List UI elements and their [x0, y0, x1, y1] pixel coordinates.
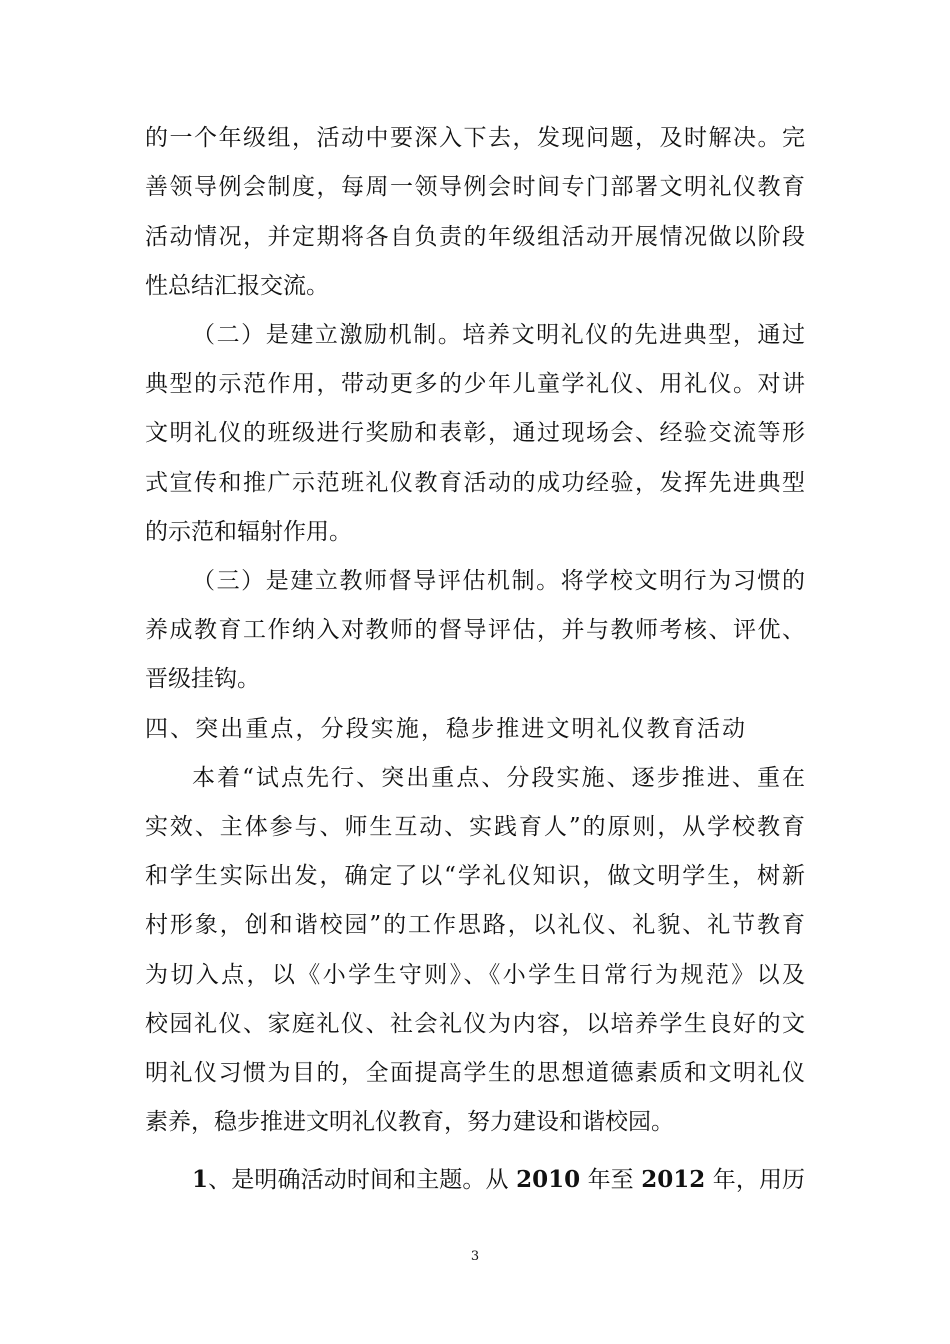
text-line: 性总结汇报交流。: [145, 273, 329, 299]
text-line: 的一个年级组，活动中要深入下去，发现问题，及时解决。完: [145, 125, 805, 151]
text-line: （二）是建立激励机制。培养文明礼仪的先进典型，通过: [192, 322, 805, 348]
item-number: 1: [192, 1166, 209, 1193]
text-line: 典型的示范作用，带动更多的少年儿童学礼仪、用礼仪。对讲: [145, 371, 805, 397]
text-line: 善领导例会制度，每周一领导例会时间专门部署文明礼仪教育: [145, 174, 805, 200]
text-line: 明礼仪习惯为目的，全面提高学生的思想道德素质和文明礼仪: [145, 1060, 805, 1086]
text-line: 式宣传和推广示范班礼仪教育活动的成功经验，发挥先进典型: [145, 470, 805, 496]
section-heading: 四、突出重点，分段实施，稳步推进文明礼仪教育活动: [145, 716, 745, 742]
text-line: 素养，稳步推进文明礼仪教育，努力建设和谐校园。: [145, 1109, 674, 1135]
text-line: （三）是建立教师督导评估机制。将学校文明行为习惯的: [192, 568, 805, 594]
text-line: 活动情况，并定期将各自负责的年级组活动开展情况做以阶段: [145, 224, 805, 250]
text-line: 实效、主体参与、师生互动、实践育人”的原则，从学校教育: [145, 814, 805, 840]
text-segment: 、是明确活动时间和主题。从: [208, 1167, 509, 1193]
text-line: 晋级挂钩。: [145, 666, 260, 692]
year-end: 2012: [641, 1166, 706, 1193]
text-line: 本着“试点先行、突出重点、分段实施、逐步推进、重在: [192, 765, 805, 791]
page-number: 3: [470, 1249, 480, 1264]
year-start: 2010: [516, 1166, 581, 1193]
text-line: 养成教育工作纳入对教师的督导评估，并与教师考核、评优、: [145, 617, 805, 643]
text-line: 村形象，创和谐校园”的工作思路，以礼仪、礼貌、礼节教育: [145, 912, 805, 938]
text-line: 文明礼仪的班级进行奖励和表彰，通过现场会、经验交流等形: [145, 420, 805, 446]
text-line: [192, 1163, 805, 1197]
text-line: 和学生实际出发，确定了以“学礼仪知识，做文明学生，树新: [145, 863, 805, 889]
text-line: 校园礼仪、家庭礼仪、社会礼仪为内容，以培养学生良好的文: [145, 1011, 805, 1037]
text-line: 为切入点，以《小学生守则》、《小学生日常行为规范》以及: [145, 962, 805, 988]
text-segment: 年至: [587, 1167, 634, 1193]
text-line: 的示范和辐射作用。: [145, 519, 352, 545]
text-segment: 年，用历: [712, 1167, 805, 1193]
